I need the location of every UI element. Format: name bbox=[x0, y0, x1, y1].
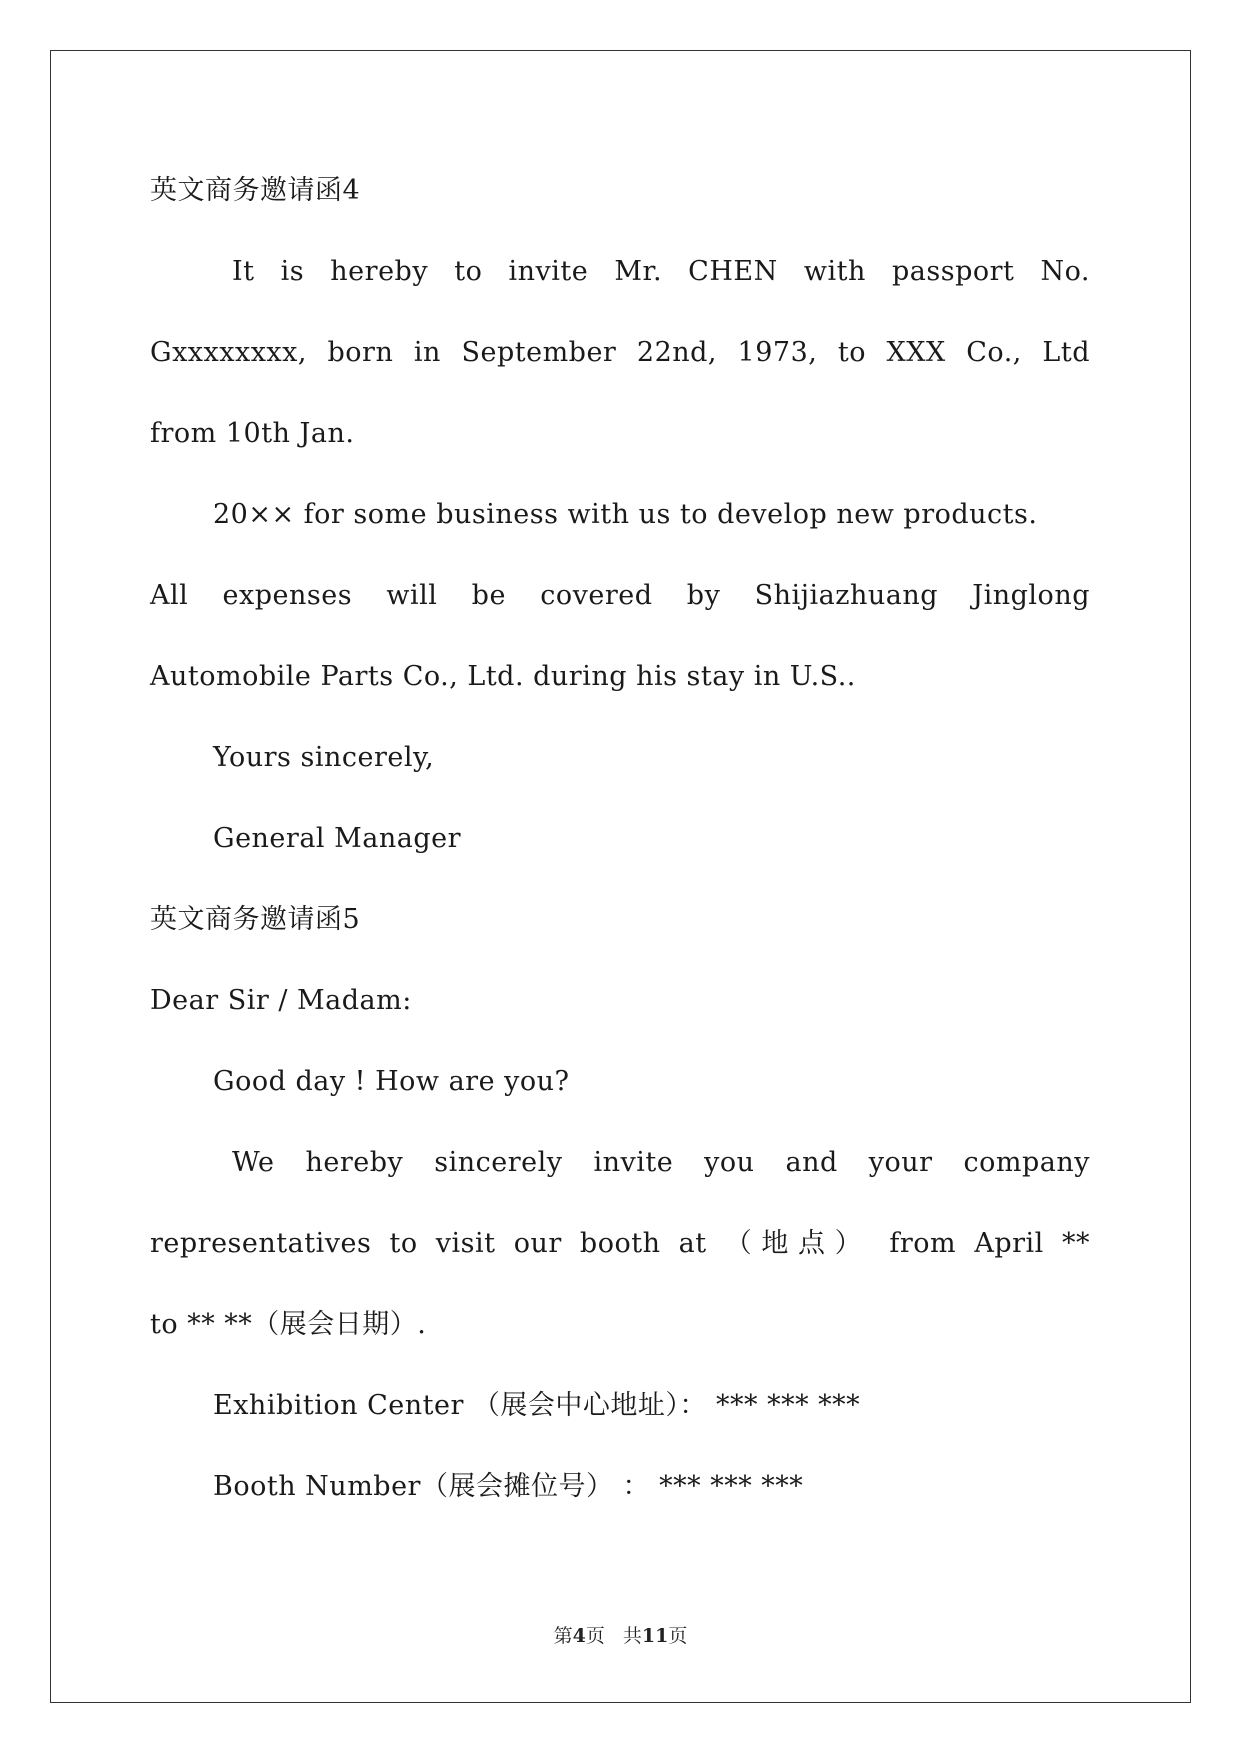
greeting-line: Good day ! How are you? bbox=[213, 1066, 570, 1097]
footer-total-unit: 页 bbox=[668, 1625, 688, 1647]
paragraph-line: from 10th Jan. bbox=[150, 418, 355, 449]
section-heading-5: 英文商务邀请函5 bbox=[150, 904, 361, 935]
footer-total-prefix: 共 bbox=[622, 1625, 642, 1647]
salutation-line: Dear Sir / Madam: bbox=[150, 985, 412, 1016]
paragraph-line: All expenses will be covered by Shijiazhuang Jinglong bbox=[150, 580, 1090, 611]
page-border bbox=[50, 50, 1191, 1703]
paragraph-line: representatives to visit our booth at （地点） from April ** bbox=[150, 1228, 1090, 1259]
footer-page-prefix: 第 bbox=[553, 1625, 573, 1647]
exhibition-center-line: Exhibition Center （展会中心地址）： *** *** *** bbox=[213, 1390, 861, 1421]
paragraph-line: It is hereby to invite Mr. CHEN with passport No. bbox=[232, 256, 1090, 287]
footer-page-unit: 页 bbox=[585, 1625, 605, 1647]
footer-page-total: 11 bbox=[641, 1625, 669, 1647]
paragraph-line: Automobile Parts Co., Ltd. during his stay in U.S.. bbox=[150, 661, 856, 692]
paragraph-line: We hereby sincerely invite you and your company bbox=[232, 1147, 1090, 1178]
closing-line: Yours sincerely, bbox=[213, 742, 435, 773]
section-heading-4: 英文商务邀请函4 bbox=[150, 175, 361, 206]
booth-number-line: Booth Number（展会摊位号） ： *** *** *** bbox=[213, 1471, 804, 1502]
page-footer bbox=[0, 1624, 1241, 1648]
paragraph-line: to ** **（展会日期）. bbox=[150, 1309, 427, 1340]
footer-page-current: 4 bbox=[572, 1625, 586, 1647]
paragraph-line: 20×× for some business with us to develop new products. bbox=[213, 499, 1038, 530]
paragraph-line: Gxxxxxxxx, born in September 22nd, 1973, to XXX Co., Ltd bbox=[150, 337, 1090, 368]
signature-line: General Manager bbox=[213, 823, 462, 854]
